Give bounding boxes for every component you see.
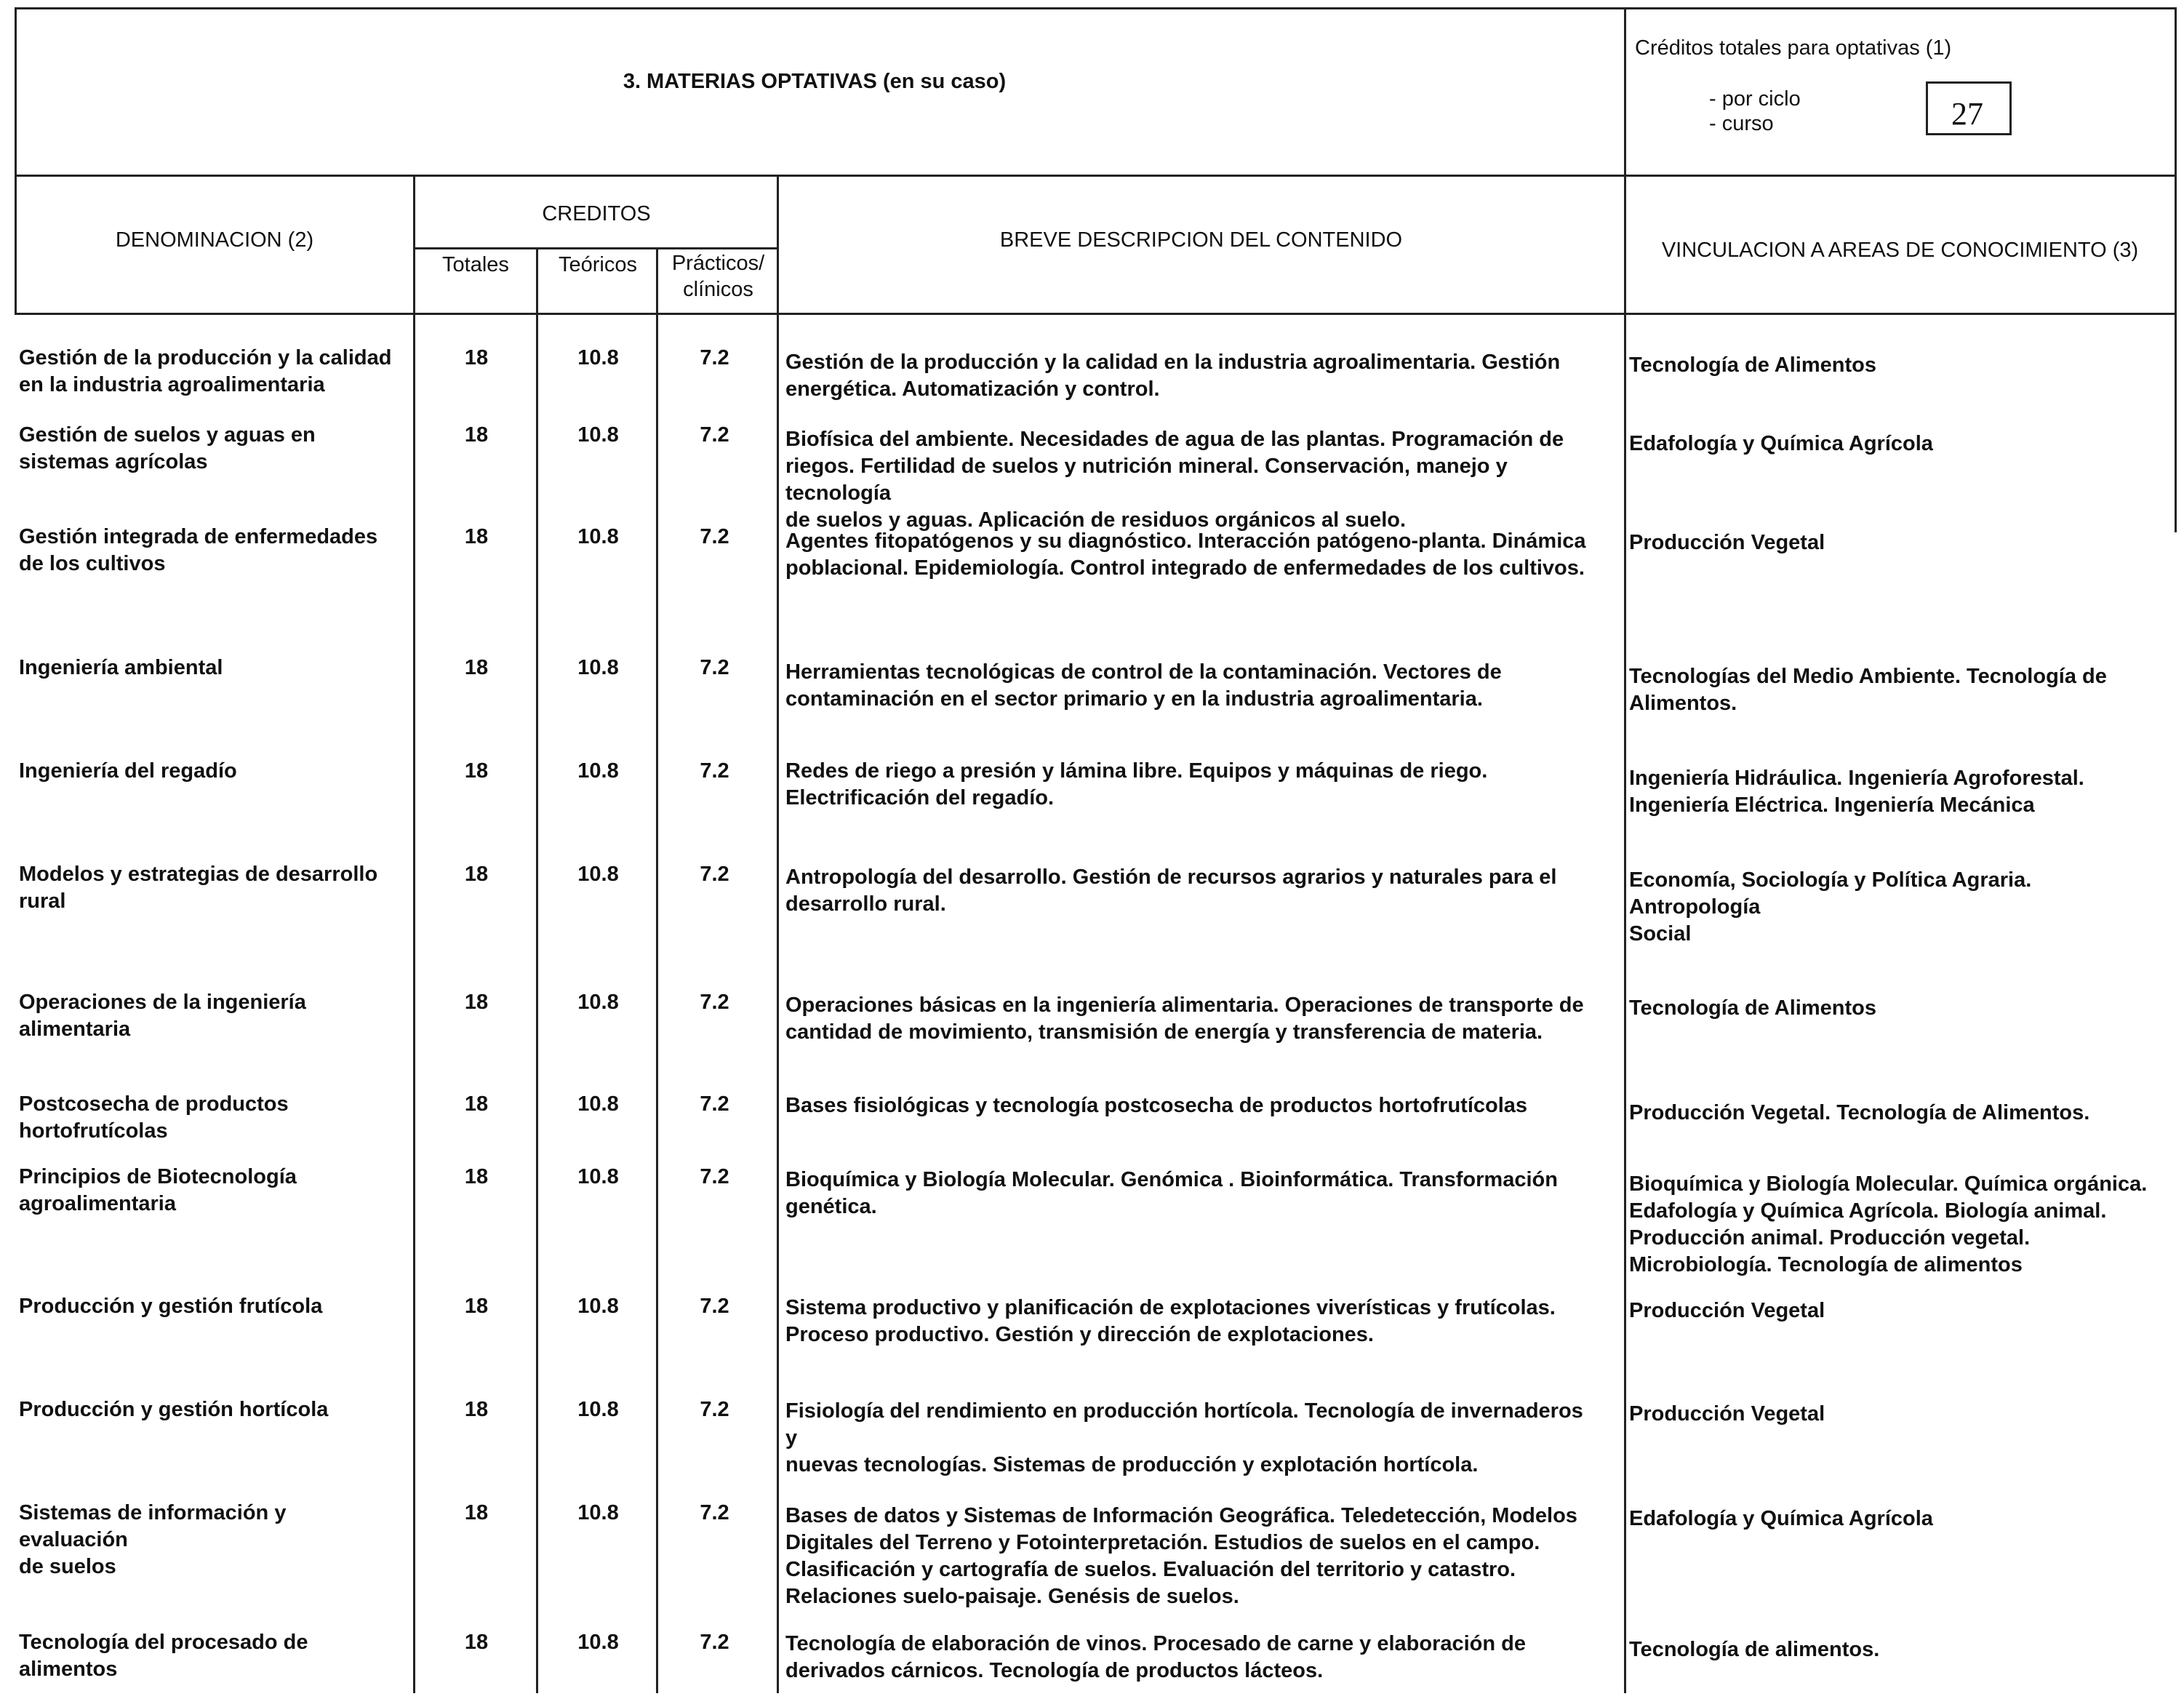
row-2-desc: Agentes fitopatógenos y su diagnóstico. Interacción patógeno-planta. Dinámica poblacional. Epidemiología. Control integrado de enfermedades de los cultivos. xyxy=(785,529,1586,580)
row-12-desc: Tecnología de elaboración de vinos. Procesado de carne y elaboración de derivados cárnicos. Tecnología de productos lácteos. xyxy=(785,1632,1527,1682)
row-0-area: Tecnología de Alimentos xyxy=(1629,353,1876,377)
row-1-area: Edafología y Química Agrícola xyxy=(1629,432,1933,455)
row-8-name: Principios de Biotecnología agroalimentaria xyxy=(19,1165,297,1215)
row-12-teoricos: 10.8 xyxy=(577,1631,619,1654)
row-5-desc: Antropología del desarrollo. Gestión de recursos agrarios y naturales para el desarrollo rural. xyxy=(785,866,1557,916)
row-4-name: Ingeniería del regadío xyxy=(19,759,237,783)
row-1-name: Gestión de suelos y aguas en sistemas agrícolas xyxy=(19,423,316,473)
col-sep-teoricos xyxy=(656,247,658,1693)
col-sep-practicos xyxy=(777,175,779,1693)
row-9-totales: 18 xyxy=(464,1295,489,1318)
row-4-desc: Redes de riego a presión y lámina libre. Equipos y máquinas de riego. Electrificación del regadío. xyxy=(785,759,1488,809)
row-6-desc: Operaciones básicas en la ingeniería alimentaria. Operaciones de transporte de cantidad de movimiento, transmisión de energía y transferencia de materia. xyxy=(785,994,1584,1044)
column-header-bottom xyxy=(15,313,2176,315)
row-8-practicos: 7.2 xyxy=(700,1165,729,1188)
col-header-vinculacion: VINCULACION A AREAS DE CONOCIMIENTO (3) xyxy=(1661,239,2139,262)
per-course-label: - curso xyxy=(1709,112,1774,135)
row-10-area: Producción Vegetal xyxy=(1629,1402,1825,1426)
row-12-area: Tecnología de alimentos. xyxy=(1629,1638,1880,1661)
row-8-area: Bioquímica y Biología Molecular. Química orgánica. Edafología y Química Agrícola. Biología animal. Producción animal. Producción vegetal. Microbiología. Tecnología de alimentos xyxy=(1629,1172,2148,1276)
col-sep-denominacion xyxy=(413,175,415,1693)
row-10-desc: Fisiología del rendimiento en producción hortícola. Tecnología de invernaderos y nuevas tecnologías. Sistemas de producción y explotación hortícola. xyxy=(785,1399,1583,1476)
row-0-name: Gestión de la producción y la calidad en la industria agroalimentaria xyxy=(19,346,392,396)
row-2-totales: 18 xyxy=(464,525,489,548)
row-12-totales: 18 xyxy=(464,1631,489,1654)
row-4-area: Ingeniería Hidráulica. Ingeniería Agroforestal. Ingeniería Eléctrica. Ingeniería Mecánica xyxy=(1629,767,2084,817)
row-1-teoricos: 10.8 xyxy=(577,423,619,447)
row-7-name: Postcosecha de productos hortofrutícolas xyxy=(19,1092,289,1143)
row-7-totales: 18 xyxy=(464,1092,489,1116)
row-8-teoricos: 10.8 xyxy=(577,1165,619,1188)
row-0-desc: Gestión de la producción y la calidad en la industria agroalimentaria. Gestión energética. Automatización y control. xyxy=(785,351,1561,401)
row-3-totales: 18 xyxy=(464,656,489,679)
row-3-name: Ingeniería ambiental xyxy=(19,656,223,679)
row-6-area: Tecnología de Alimentos xyxy=(1629,996,1876,1020)
col-sep-descripcion xyxy=(1624,313,1626,1693)
col-header-teoricos: Teóricos xyxy=(559,253,637,276)
row-5-teoricos: 10.8 xyxy=(577,863,619,886)
row-10-teoricos: 10.8 xyxy=(577,1398,619,1421)
row-3-area: Tecnologías del Medio Ambiente. Tecnología de Alimentos. xyxy=(1629,665,2107,715)
row-9-practicos: 7.2 xyxy=(700,1295,729,1318)
row-0-practicos: 7.2 xyxy=(700,346,729,369)
row-5-totales: 18 xyxy=(464,863,489,886)
row-2-practicos: 7.2 xyxy=(700,525,729,548)
col-header-practicos-1: Prácticos/ xyxy=(671,252,765,275)
row-11-totales: 18 xyxy=(464,1501,489,1524)
credits-total-title: Créditos totales para optativas (1) xyxy=(1635,36,1952,60)
row-5-name: Modelos y estrategias de desarrollo rural xyxy=(19,863,378,913)
header-split-line xyxy=(1624,7,1626,314)
row-9-name: Producción y gestión frutícola xyxy=(19,1295,323,1318)
credits-value: 27 xyxy=(1951,96,1983,132)
row-7-desc: Bases fisiológicas y tecnología postcosecha de productos hortofrutícolas xyxy=(785,1094,1528,1117)
row-5-area: Economía, Sociología y Política Agraria. Antropología Social xyxy=(1629,868,2032,946)
row-5-practicos: 7.2 xyxy=(700,863,729,886)
col-header-totales: Totales xyxy=(442,253,509,276)
row-11-name: Sistemas de información y evaluación de suelos xyxy=(19,1501,287,1578)
row-1-totales: 18 xyxy=(464,423,489,447)
row-3-desc: Herramientas tecnológicas de control de la contaminación. Vectores de contaminación en el sector primario y en la industria agroalimentaria. xyxy=(785,660,1502,711)
row-4-teoricos: 10.8 xyxy=(577,759,619,783)
right-border xyxy=(2175,7,2177,532)
row-12-name: Tecnología del procesado de alimentos xyxy=(19,1631,308,1681)
row-4-practicos: 7.2 xyxy=(700,759,729,783)
row-1-desc: Biofísica del ambiente. Necesidades de agua de las plantas. Programación de riegos. Fertilidad de suelos y nutrición mineral. Conservación, manejo y tecnología de suelos y aguas. Aplicación de residuos orgánicos al suelo. xyxy=(785,428,1564,532)
row-7-practicos: 7.2 xyxy=(700,1092,729,1116)
col-header-denominacion: DENOMINACION (2) xyxy=(115,228,314,252)
row-9-teoricos: 10.8 xyxy=(577,1295,619,1318)
row-9-area: Producción Vegetal xyxy=(1629,1299,1825,1322)
row-4-totales: 18 xyxy=(464,759,489,783)
row-0-totales: 18 xyxy=(464,346,489,369)
row-3-practicos: 7.2 xyxy=(700,656,729,679)
row-10-totales: 18 xyxy=(464,1398,489,1421)
col-sep-totales xyxy=(536,247,538,1693)
col-header-creditos: CREDITOS xyxy=(542,202,651,225)
row-3-teoricos: 10.8 xyxy=(577,656,619,679)
credits-value-box xyxy=(1926,81,2012,135)
section-title: 3. MATERIAS OPTATIVAS (en su caso) xyxy=(623,70,1007,93)
header-divider xyxy=(15,175,2176,177)
row-6-totales: 18 xyxy=(464,991,489,1014)
row-7-teoricos: 10.8 xyxy=(577,1092,619,1116)
row-2-name: Gestión integrada de enfermedades de los cultivos xyxy=(19,525,378,575)
row-11-area: Edafología y Química Agrícola xyxy=(1629,1507,1933,1530)
left-border xyxy=(15,7,17,314)
row-12-practicos: 7.2 xyxy=(700,1631,729,1654)
row-6-practicos: 7.2 xyxy=(700,991,729,1014)
row-1-practicos: 7.2 xyxy=(700,423,729,447)
per-cycle-label: - por ciclo xyxy=(1709,87,1801,111)
row-6-teoricos: 10.8 xyxy=(577,991,619,1014)
row-2-area: Producción Vegetal xyxy=(1629,531,1825,554)
row-6-name: Operaciones de la ingeniería alimentaria xyxy=(19,991,306,1041)
row-8-desc: Bioquímica y Biología Molecular. Genómica . Bioinformática. Transformación genética. xyxy=(785,1168,1558,1218)
row-2-teoricos: 10.8 xyxy=(577,525,619,548)
row-0-teoricos: 10.8 xyxy=(577,346,619,369)
row-9-desc: Sistema productivo y planificación de explotaciones viverísticas y frutícolas. Proceso productivo. Gestión y dirección de explotaciones. xyxy=(785,1296,1556,1346)
row-10-name: Producción y gestión hortícola xyxy=(19,1398,329,1421)
row-7-area: Producción Vegetal. Tecnología de Alimentos. xyxy=(1629,1101,2090,1124)
row-11-teoricos: 10.8 xyxy=(577,1501,619,1524)
col-header-descripcion: BREVE DESCRIPCION DEL CONTENIDO xyxy=(999,228,1403,252)
row-8-totales: 18 xyxy=(464,1165,489,1188)
row-10-practicos: 7.2 xyxy=(700,1398,729,1421)
top-border xyxy=(15,7,2176,9)
col-header-practicos-2: clínicos xyxy=(683,278,753,301)
row-11-practicos: 7.2 xyxy=(700,1501,729,1524)
row-11-desc: Bases de datos y Sistemas de Información Geográfica. Teledetección, Modelos Digitales del Terreno y Fotointerpretación. Estudios de suelos en el campo. Clasificación y cartografía de suelos. Evaluación del territorio y catastro. Relaciones suelo-paisaje. Genésis de suelos. xyxy=(785,1504,1577,1608)
creditos-subheader-line xyxy=(415,247,778,249)
